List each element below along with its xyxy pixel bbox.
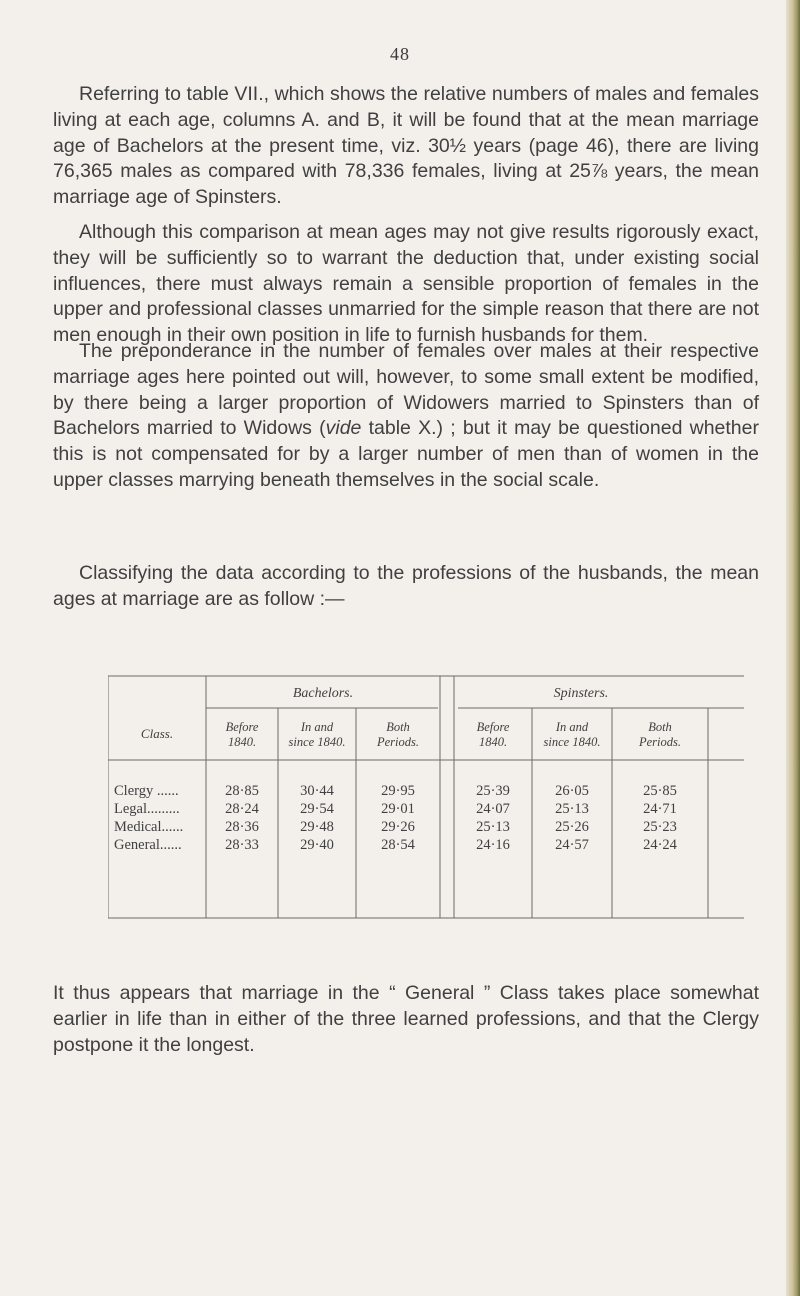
table-cell: 24·07 [476, 801, 510, 817]
table-cell: 28·24 [225, 801, 259, 817]
paragraph-bachelors-spinsters-count: Referring to table VII., which shows the relative numbers of males and females living at each age, columns A. and B, it will be found that at the mean marriage age of Bachelors at the present time, viz. 30½ years (page 46), there are living 76,365 males as compared with 78,336 females, living at 25⅞ years, the mean marriage age of Spinsters. [53, 83, 759, 209]
row-label-medical: Medical...... [114, 819, 184, 835]
spinsters-since-1840-header: In and since 1840. [543, 720, 601, 749]
spinsters-before-1840-header: Before 1840. [476, 720, 510, 749]
table-cell: 25·26 [555, 819, 589, 835]
row-label-legal: Legal......... [114, 801, 180, 817]
page-number: 48 [390, 44, 410, 64]
table-cell: 24·16 [476, 837, 510, 853]
table-cell: 29·48 [300, 819, 334, 835]
paragraph-conclusion: It thus appears that marriage in the “ General ” Class takes place somewhat earlier in life than in either of the three learned professions, and that the Clergy postpone it the longest. [53, 982, 759, 1056]
binding-edge-shadow [786, 0, 800, 1296]
row-label-clergy: Clergy ...... [114, 783, 179, 799]
table-cell: 29·26 [381, 819, 415, 835]
spinsters-group-header: Spinsters. [553, 686, 609, 701]
row-label-general: General...... [114, 837, 182, 853]
table-cell: 25·13 [476, 819, 510, 835]
table-cell: 29·01 [381, 801, 415, 817]
table-cell: 28·54 [381, 837, 415, 853]
mean-age-table [108, 672, 744, 924]
vide-italic: vide [325, 417, 362, 440]
table-cell: 25·39 [476, 783, 510, 799]
table-cell: 28·36 [225, 819, 259, 835]
bachelors-before-1840-header: Before 1840. [225, 720, 259, 749]
class-column-header: Class. [140, 726, 174, 741]
table-cell: 28·85 [225, 783, 259, 799]
paragraph-preponderance: The preponderance in the number of females over males at their respective marriage ages here pointed out will, however, to some small extent be modified, by there being a larger proportion of Widowers married to Spinsters than of Bachelors married to Widows (vide table X.) ; but it may be questioned whether this is not compensated for by a larger number of men than of women in the upper classes marrying beneath themselves in the social scale. [53, 340, 759, 491]
table-cell: 29·54 [300, 801, 334, 817]
table-cell: 28·33 [225, 837, 259, 853]
paragraph-comparison-deduction: Although this comparison at mean ages may not give results rigorously exact, they will be sufficiently so to warrant the deduction that, under existing social influences, there must always remain a sensible proportion of females in the upper and professional classes unmarried for the simple reason that there are not men enough in their own position in life to furnish husbands for them. [53, 221, 759, 347]
table-cell: 30·44 [300, 783, 334, 799]
paragraph-classifying: Classifying the data according to the professions of the husbands, the mean ages at marriage are as follow :— [53, 562, 759, 610]
bachelors-group-header: Bachelors. [292, 686, 354, 701]
spinsters-both-periods-header: Both Periods. [638, 720, 681, 749]
table-cell: 29·40 [300, 837, 334, 853]
bachelors-since-1840-header: In and since 1840. [288, 720, 346, 749]
bachelors-both-periods-header: Both Periods. [376, 720, 419, 749]
table-cell: 25·85 [643, 783, 677, 799]
table-cell: 25·23 [643, 819, 677, 835]
table-cell: 24·24 [643, 837, 677, 853]
table-cell: 29·95 [381, 783, 415, 799]
table-cell: 24·57 [555, 837, 589, 853]
table-cell: 26·05 [555, 783, 589, 799]
table-cell: 24·71 [643, 801, 677, 817]
table-cell: 25·13 [555, 801, 589, 817]
